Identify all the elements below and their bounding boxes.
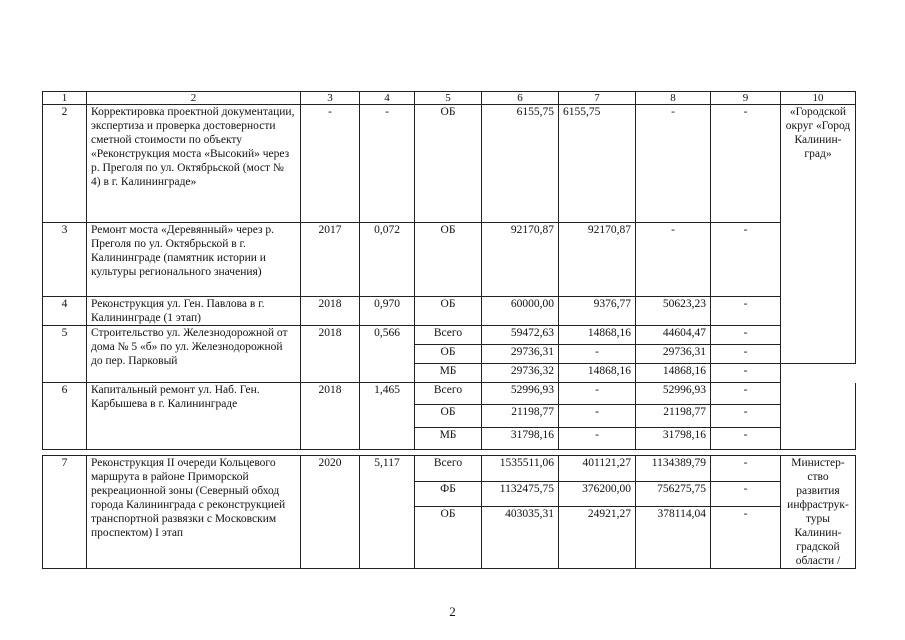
col8-cell: 378114,04 xyxy=(636,506,711,568)
col9-cell: - xyxy=(711,364,781,383)
table-row xyxy=(43,383,856,405)
responsible-cell-empty xyxy=(781,383,856,450)
header-cell: 6 xyxy=(482,92,559,105)
header-cell: 5 xyxy=(415,92,482,105)
length-cell: 0,072 xyxy=(360,223,415,297)
row-number: 3 xyxy=(43,223,87,297)
total-cell: 29736,32 xyxy=(482,364,559,383)
page-number: 2 xyxy=(449,604,456,619)
fund-source: ОБ xyxy=(415,105,482,223)
total-cell: 52996,93 xyxy=(482,383,559,405)
total-cell: 29736,31 xyxy=(482,345,559,364)
fund-source: ФБ xyxy=(415,481,482,506)
col9-cell: - xyxy=(711,297,781,326)
col9-cell: - xyxy=(711,105,781,223)
year-cell: - xyxy=(301,105,360,223)
fund-source: ОБ xyxy=(415,506,482,568)
object-name: Реконструкция ул. Ген. Павлова в г. Калининграде (1 этап) xyxy=(87,297,301,326)
col7-cell: - xyxy=(559,405,636,428)
header-cell: 4 xyxy=(360,92,415,105)
header-cell: 2 xyxy=(87,92,301,105)
fund-source: Всего xyxy=(415,326,482,345)
col7-cell: 24921,27 xyxy=(559,506,636,568)
col7-cell: - xyxy=(559,383,636,405)
year-cell: 2018 xyxy=(301,383,360,450)
col9-cell: - xyxy=(711,405,781,428)
table-row xyxy=(43,456,856,482)
total-cell: 1535511,06 xyxy=(482,456,559,482)
header-cell: 3 xyxy=(301,92,360,105)
col7-cell: 376200,00 xyxy=(559,481,636,506)
fund-source: ОБ xyxy=(415,297,482,326)
header-cell: 10 xyxy=(781,92,856,105)
col7-cell: 9376,77 xyxy=(559,297,636,326)
row-number: 5 xyxy=(43,326,87,383)
col8-cell: 50623,23 xyxy=(636,297,711,326)
col8-cell: 756275,75 xyxy=(636,481,711,506)
year-cell: 2018 xyxy=(301,326,360,383)
col7-cell: 401121,27 xyxy=(559,456,636,482)
length-cell: 0,566 xyxy=(360,326,415,383)
col9-cell: - xyxy=(711,326,781,345)
fund-source: ОБ xyxy=(415,345,482,364)
col8-cell: 21198,77 xyxy=(636,405,711,428)
col7-cell: 6155,75 xyxy=(559,105,636,223)
col7-cell: 14868,16 xyxy=(559,364,636,383)
total-cell: 59472,63 xyxy=(482,326,559,345)
year-cell: 2018 xyxy=(301,297,360,326)
col8-cell: 1134389,79 xyxy=(636,456,711,482)
col8-cell: 52996,93 xyxy=(636,383,711,405)
object-name: Корректировка проектной документации, экспертиза и проверка достоверности сметной стоимости по объекту «Реконструкция моста «Высокий» через р. Преголя по ул. Октябрьской (мост № 4) в г. Калининграде» xyxy=(87,105,301,223)
col9-cell: - xyxy=(711,506,781,568)
total-cell: 60000,00 xyxy=(482,297,559,326)
fund-source: Всего xyxy=(415,456,482,482)
table-row xyxy=(43,223,856,297)
col9-cell: - xyxy=(711,456,781,482)
year-cell: 2020 xyxy=(301,456,360,569)
total-cell: 21198,77 xyxy=(482,405,559,428)
row-number: 7 xyxy=(43,456,87,569)
col9-cell: - xyxy=(711,345,781,364)
col7-cell: - xyxy=(559,345,636,364)
table-row xyxy=(43,105,856,223)
total-cell: 6155,75 xyxy=(482,105,559,223)
year-cell: 2017 xyxy=(301,223,360,297)
header-cell: 8 xyxy=(636,92,711,105)
col9-cell: - xyxy=(711,383,781,405)
row-number: 4 xyxy=(43,297,87,326)
header-row xyxy=(43,92,856,105)
object-name: Ремонт моста «Деревянный» через р. Преголя по ул. Октябрьской в г. Калининграде (памятник истории и культуры регионального значения) xyxy=(87,223,301,297)
row-number: 6 xyxy=(43,383,87,450)
table-row xyxy=(43,297,856,326)
total-cell: 31798,16 xyxy=(482,428,559,450)
length-cell: 1,465 xyxy=(360,383,415,450)
total-cell: 1132475,75 xyxy=(482,481,559,506)
responsible-cell: Министер-ство развития инфраструк-туры Калинин-градской области / xyxy=(781,456,856,569)
col7-cell: 92170,87 xyxy=(559,223,636,297)
total-cell: 92170,87 xyxy=(482,223,559,297)
col8-cell: - xyxy=(636,105,711,223)
row-number: 2 xyxy=(43,105,87,223)
header-cell: 9 xyxy=(711,92,781,105)
length-cell: 0,970 xyxy=(360,297,415,326)
col9-cell: - xyxy=(711,428,781,450)
object-name: Реконструкция II очереди Кольцевого маршрута в районе Приморской рекреационной зоны (Северный обход города Калининграда с реконструкцией транспортной развязки с Московским проспектом) I этап xyxy=(87,456,301,569)
table-row xyxy=(43,326,856,345)
col9-cell: - xyxy=(711,481,781,506)
header-cell: 1 xyxy=(43,92,87,105)
col9-cell: - xyxy=(711,223,781,297)
col8-cell: 31798,16 xyxy=(636,428,711,450)
object-name: Капитальный ремонт ул. Наб. Ген. Карбышева в г. Калининграде xyxy=(87,383,301,450)
document-table xyxy=(42,91,856,569)
responsible-cell: «Городской округ «Город Калинин-град» xyxy=(781,105,856,364)
header-cell: 7 xyxy=(559,92,636,105)
object-name: Строительство ул. Железнодорожной от дома № 5 «б» по ул. Железнодорожной до пер. Парковый xyxy=(87,326,301,383)
fund-source: Всего xyxy=(415,383,482,405)
length-cell: - xyxy=(360,105,415,223)
length-cell: 5,117 xyxy=(360,456,415,569)
fund-source: ОБ xyxy=(415,405,482,428)
fund-source: ОБ xyxy=(415,223,482,297)
col7-cell: - xyxy=(559,428,636,450)
col8-cell: - xyxy=(636,223,711,297)
col8-cell: 44604,47 xyxy=(636,326,711,345)
fund-source: МБ xyxy=(415,428,482,450)
total-cell: 403035,31 xyxy=(482,506,559,568)
col8-cell: 29736,31 xyxy=(636,345,711,364)
fund-source: МБ xyxy=(415,364,482,383)
col7-cell: 14868,16 xyxy=(559,326,636,345)
col8-cell: 14868,16 xyxy=(636,364,711,383)
